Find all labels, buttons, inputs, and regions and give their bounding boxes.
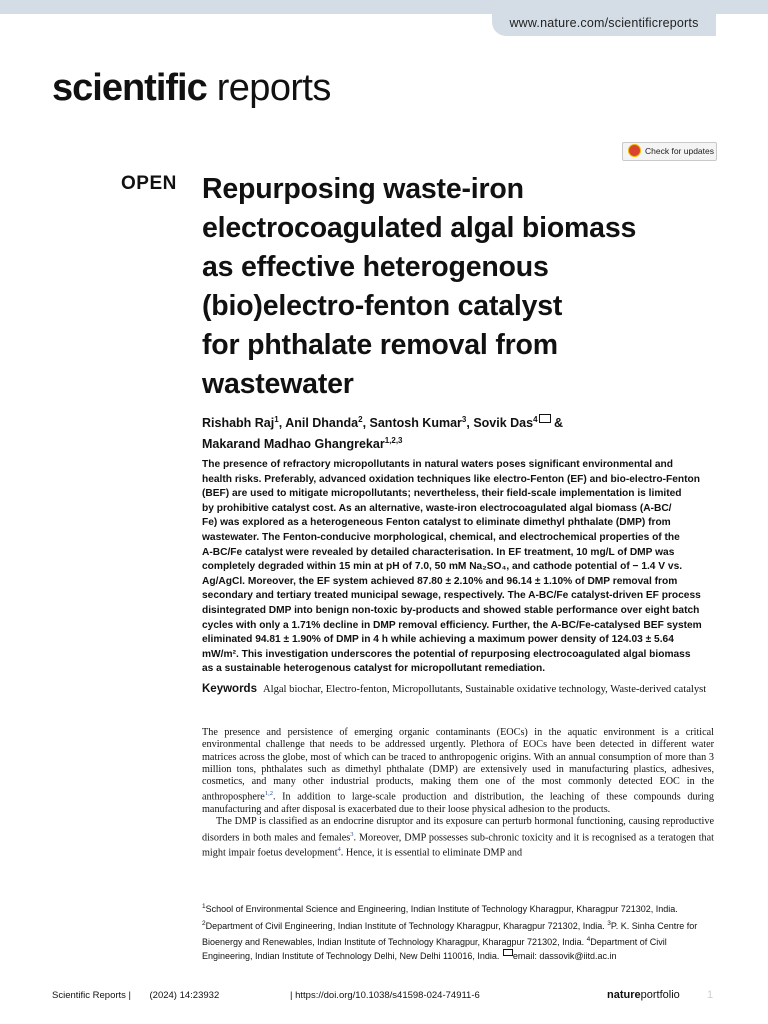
- doi-link[interactable]: | https://doi.org/10.1038/s41598-024-74911-6: [290, 990, 480, 1001]
- logo-bold: scientific: [52, 67, 207, 109]
- abstract-line: Fe) was explored as a heterogeneous Fenton catalyst to eliminate dimethyl phthalate (DMP) from: [202, 517, 671, 529]
- title-line: as effective heterogenous: [202, 251, 549, 283]
- abstract-line: The presence of refractory micropollutants in natural waters poses significant environmental and: [202, 459, 674, 470]
- title-line: for phthalate removal from: [202, 329, 558, 361]
- keywords-text: Algal biochar, Electro-fenton, Micropollutants, Sustainable oxidative technology, Waste-derived catalyst: [262, 684, 707, 695]
- abstract-line: cycles with only a 1.71% decline in DMP removal efficiency. Further, the A-BC/Fe-catalysed BEF system: [202, 619, 702, 631]
- abstract-line: mW/m². This investigation underscores the potential of repurposing electrocoagulated algal biomass: [202, 648, 691, 660]
- affiliation-number: 3: [607, 919, 611, 927]
- title-line: electrocoagulated algal biomass: [202, 212, 637, 244]
- paragraph-text: . Moreover, DMP possesses sub-chronic toxicity and it is recognised as a teratogen that might impair foetus development: [202, 832, 714, 859]
- affiliations-footnote: [202, 900, 714, 963]
- abstract-line: as a sustainable heterogenous catalyst for micropollutant remediation.: [202, 663, 546, 675]
- affiliation-number: 4: [586, 936, 591, 944]
- body-text: [202, 727, 714, 860]
- author-name[interactable]: Makarand Madhao Ghangrekar: [202, 437, 385, 452]
- citation-link[interactable]: 4: [337, 846, 341, 854]
- affiliation-number: 1: [202, 903, 206, 910]
- affiliation-text: School of Environmental Science and Engineering, Indian Institute of Technology Kharagpur, Kharagpur 721302, India.: [205, 904, 678, 914]
- abstract-line: health risks. Preferably, advanced oxidation techniques like electro-Fenton (EF) and bio-electro-Fenton: [202, 473, 700, 485]
- abstract-line: eliminated 94.81 ± 1.90% of DMP in 4 h while achieving a maximum power density of 124.03 ± 5.64: [202, 634, 674, 646]
- journal-citation: Scientific Reports | (2024) 14:23932: [52, 990, 220, 1001]
- author-name[interactable]: Rishabh Raj: [202, 416, 275, 431]
- paragraph-text: . In addition to large-scale production and distribution, the leaching of these compounds during manufacturing and after disposal is exacerbated due to their loose physical adhesion to the products.: [202, 791, 714, 816]
- affiliation-number: 2: [202, 919, 206, 927]
- abstract-line: completely degraded within 15 min at pH of 7.0, 50 mM Na₂SO₄, and cathode potential of − 1.4 V vs.: [202, 561, 683, 573]
- affiliation-text: P. K. Sinha Centre for Bioenergy and Renewables, Indian Institute of Technology Kharagpur, Kharagpur 721302, India.: [202, 920, 698, 948]
- article-title: [202, 170, 722, 404]
- crossmark-icon: [628, 144, 641, 157]
- paragraph-text: The DMP is classified as an endocrine disruptor and its exposure can perturb hormonal functioning, causing reproductive disorders in both males and females: [202, 816, 714, 844]
- abstract-line: A-BC/Fe catalyst were revealed by detailed characterisation. In EF treatment, 10 mg/L of DMP was: [202, 546, 675, 558]
- affiliation-sup: 3: [461, 415, 467, 424]
- publisher-light: portfolio: [640, 989, 680, 1001]
- journal-logo: [52, 66, 331, 110]
- page-footer: [52, 990, 718, 1006]
- email-icon[interactable]: [539, 414, 551, 423]
- logo-light: reports: [216, 67, 331, 109]
- author-name[interactable]: Santosh Kumar: [369, 416, 462, 431]
- affiliation-sup: 4: [533, 415, 538, 424]
- email-icon: [503, 949, 513, 956]
- check-for-updates-button[interactable]: [622, 142, 717, 161]
- keywords-label: Keywords: [202, 683, 257, 695]
- publisher-bold: nature: [607, 989, 641, 1001]
- title-line: wastewater: [202, 368, 354, 400]
- paragraph: [202, 727, 714, 816]
- keywords: [202, 683, 722, 697]
- abstract-line: disintegrated DMP into benign non-toxic by-products and showed stable performance over eight batch: [202, 604, 700, 616]
- author-name[interactable]: Sovik Das: [473, 416, 534, 431]
- affiliation-text: Department of Civil Engineering, Indian Institute of Technology Delhi, New Delhi 110016, India.: [202, 937, 667, 961]
- publisher-logo: [607, 989, 680, 1001]
- check-updates-label: Check for updates: [645, 146, 714, 156]
- abstract-line: by prohibitive catalyst cost. As an alternative, waste-iron electrocoagulated algal biomass (A-BC/: [202, 502, 672, 514]
- affiliation-sup: 2: [358, 415, 363, 424]
- paragraph-text: The presence and persistence of emerging organic contaminants (EOCs) in the aquatic environment is a critical environmental challenge that needs to be addressed urgently. Plethora of EOCs have been detected in different water matrices across the globe, most of which can be traced to anthropogenic origins. With an annual consumption of more than 3 million tons, phthalates such as dimethyl phthalate (DMP) are extensively used in manufacturing plastics, adhesives, cosmetics, and many other industrial products, making them one of the most commonly detected EOC in the anthroposphere: [202, 727, 714, 803]
- author-list: Rishabh Raj$^1$, Anil Dhanda$^2$, Santosh Kumar$^3$, Sovik Das$^4$ & Makarand Madhao Ghangrekar$^{1,2,3}$: [202, 415, 564, 452]
- email-address[interactable]: email: dassovik@iitd.ac.in: [512, 950, 617, 961]
- abstract-line: (BEF) are used to mitigate micropollutants; nevertheless, their field-scale implementation is limited: [202, 488, 682, 500]
- citation-link[interactable]: 3: [350, 830, 354, 838]
- page-number: 1: [707, 989, 714, 1001]
- title-line: Repurposing waste-iron: [202, 173, 524, 205]
- abstract: [202, 458, 722, 677]
- open-access-label: OPEN: [121, 173, 177, 194]
- affiliation-text: Department of Civil Engineering, Indian Institute of Technology Kharagpur, Kharagpur 721302, India.: [205, 920, 608, 931]
- journal-url[interactable]: www.nature.com/scientificreports: [492, 10, 716, 36]
- abstract-line: wastewater. The Fenton-conducive morphological, chemical, and electrochemical properties of the: [202, 531, 680, 543]
- affiliation-sup: 1,2,3: [384, 436, 403, 446]
- abstract-line: Ag/AgCl. Moreover, the EF system achieved 87.80 ± 2.10% and 96.14 ± 1.10% of DMP removal from: [202, 575, 678, 587]
- abstract-line: secondary and tertiary treated municipal sewage, respectively. The A-BC/Fe catalyst-driven EF process: [202, 590, 701, 602]
- citation-link[interactable]: 1,2: [264, 790, 273, 798]
- affiliation-sup: 1: [274, 415, 279, 424]
- author-name[interactable]: Anil Dhanda: [285, 416, 359, 431]
- title-line: (bio)electro-fenton catalyst: [202, 290, 563, 322]
- paragraph-text: . Hence, it is essential to eliminate DMP and: [340, 847, 523, 859]
- paragraph: [202, 816, 714, 860]
